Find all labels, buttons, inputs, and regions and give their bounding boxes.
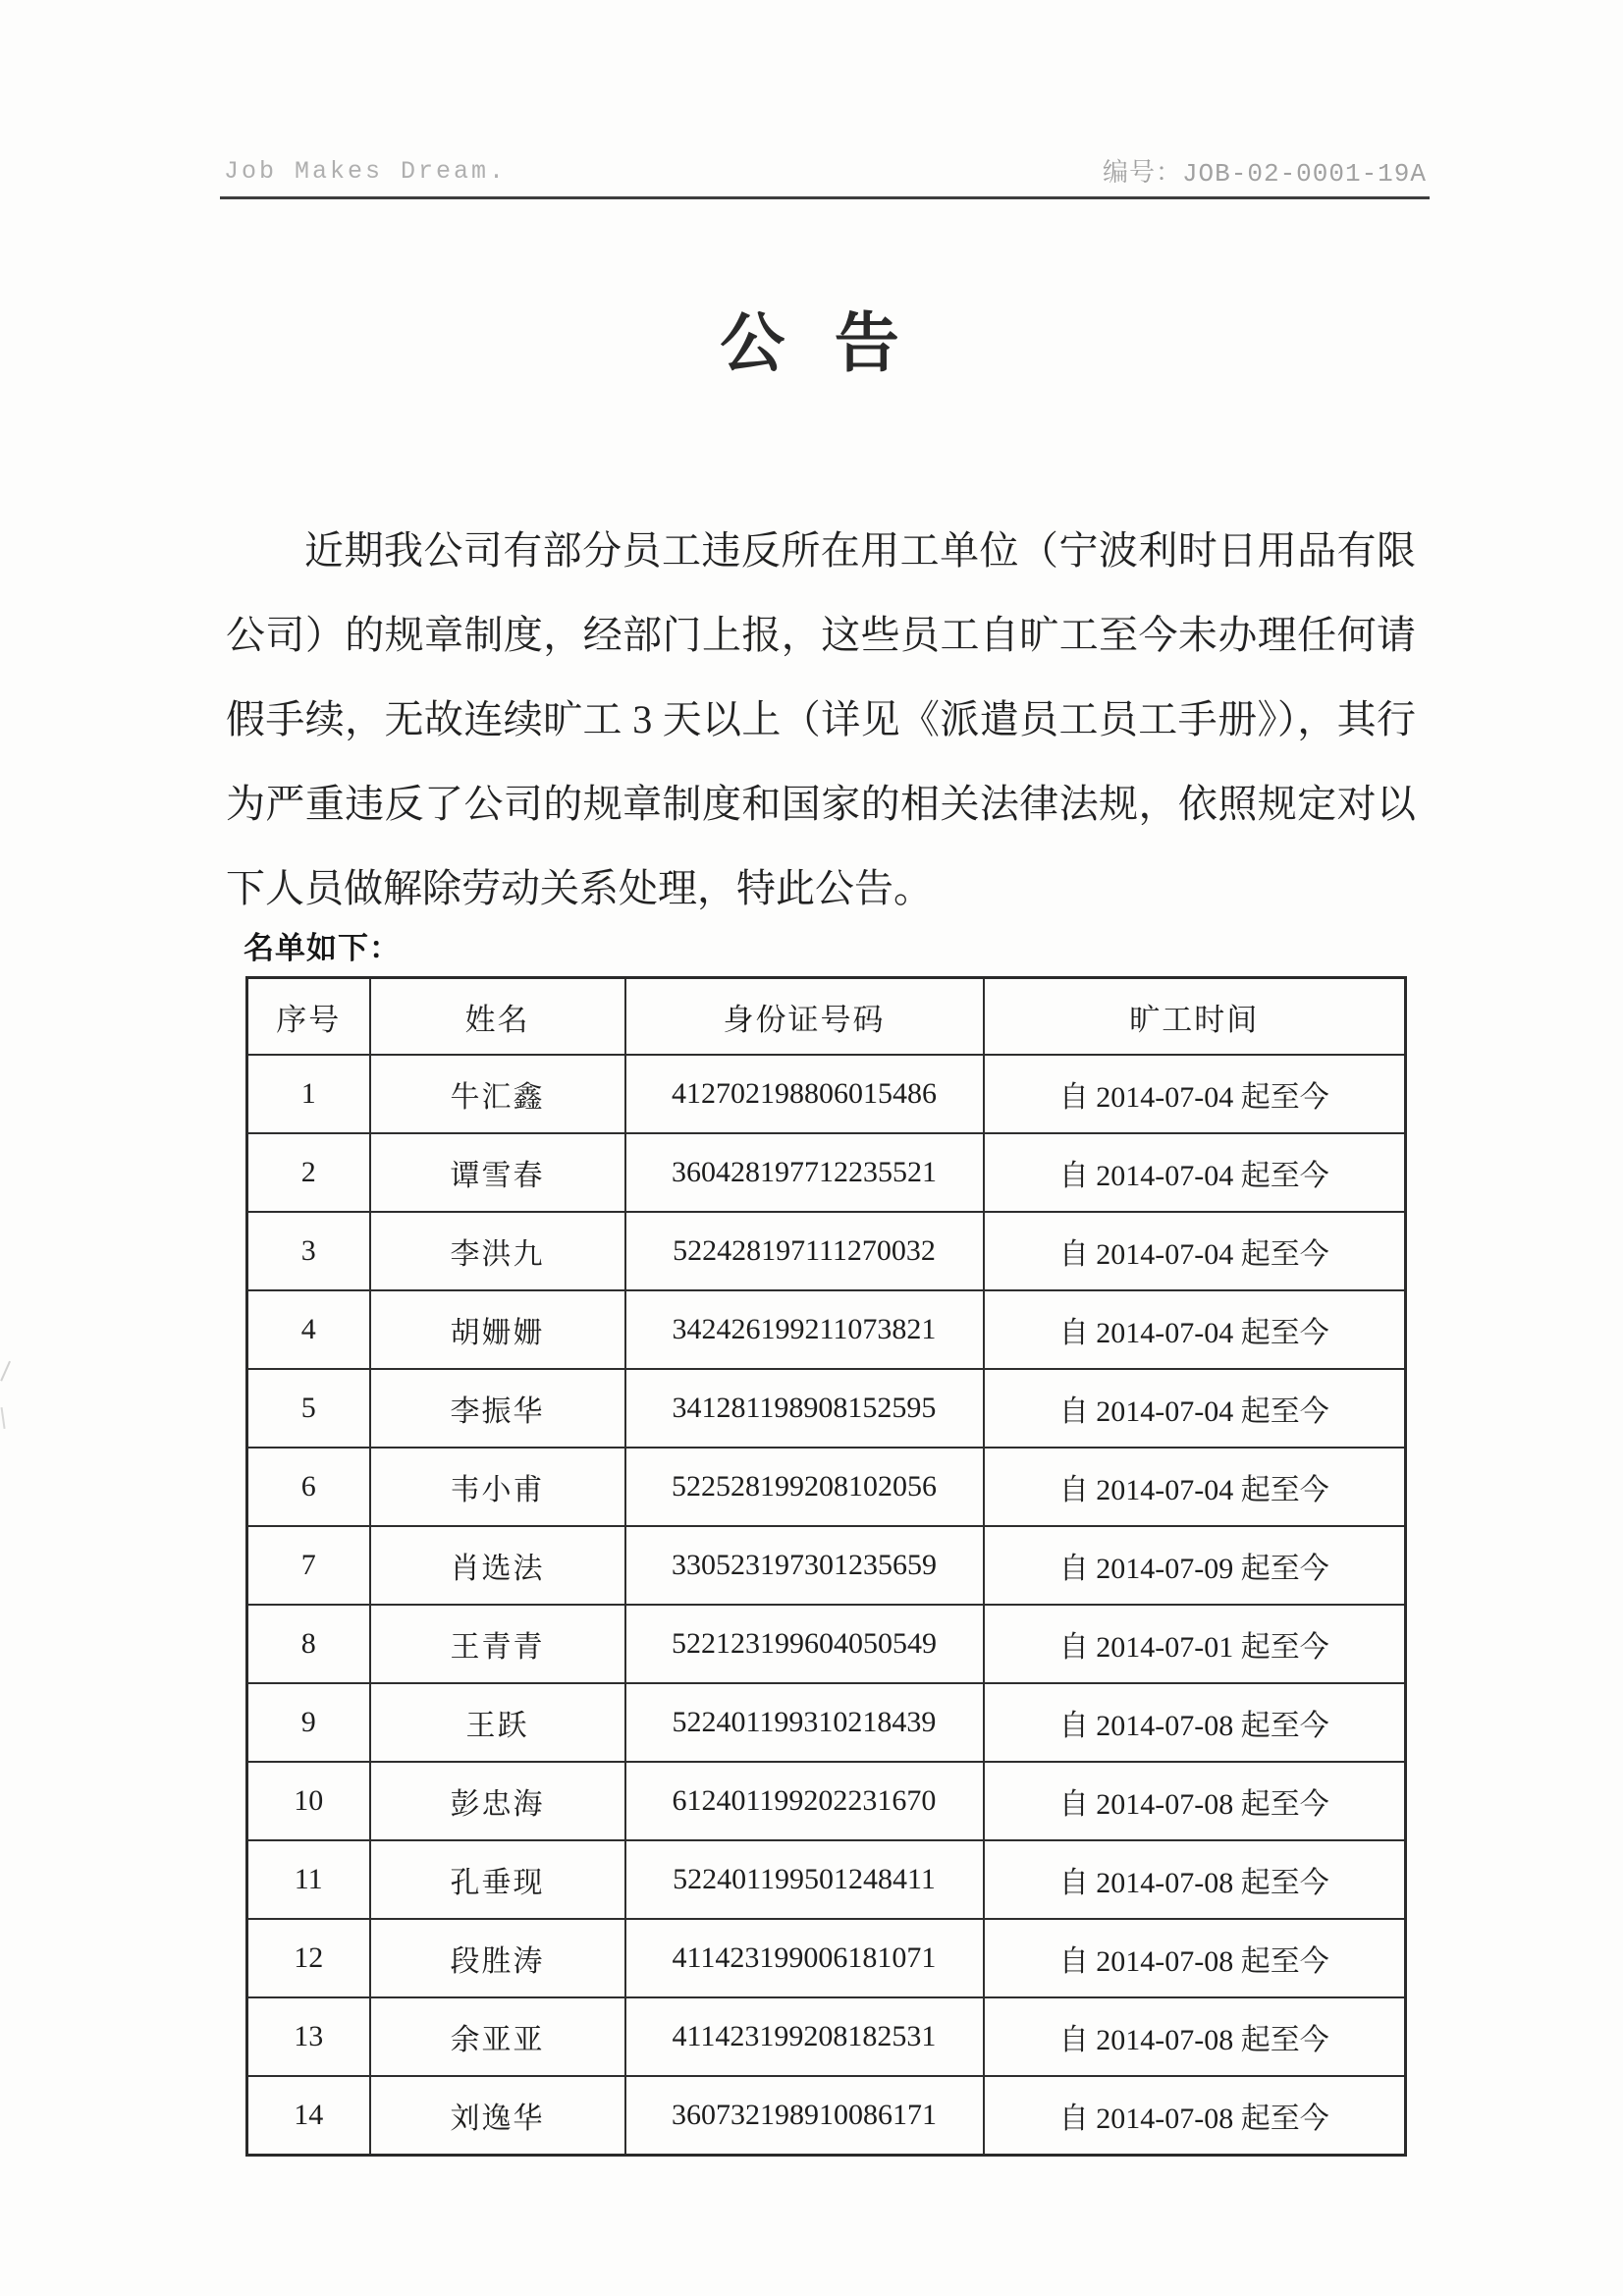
cell-absent-time: 自 2014-07-01 起至今: [984, 1605, 1406, 1683]
cell-name: 王青青: [370, 1605, 625, 1683]
cell-absent-time: 自 2014-07-04 起至今: [984, 1290, 1406, 1369]
cell-no: 3: [247, 1212, 370, 1290]
table-row: [247, 1605, 1406, 1683]
cell-absent-time: 自 2014-07-08 起至今: [984, 1683, 1406, 1762]
cell-no: 9: [247, 1683, 370, 1762]
table-row: [247, 1448, 1406, 1526]
cell-no: 12: [247, 1919, 370, 1997]
cell-no: 10: [247, 1762, 370, 1840]
cell-name: 牛汇鑫: [370, 1055, 625, 1133]
cell-id-number: 360428197712235521: [625, 1133, 984, 1212]
table-row: [247, 1290, 1406, 1369]
table-row: [247, 1133, 1406, 1212]
cell-absent-time: 自 2014-07-04 起至今: [984, 1448, 1406, 1526]
table-row: [247, 1055, 1406, 1133]
cell-name: 孔垂现: [370, 1840, 625, 1919]
cell-no: 11: [247, 1840, 370, 1919]
header-slogan: Job Makes Dream.: [224, 157, 508, 186]
body-paragraph: 近期我公司有部分员工违反所在用工单位（宁波利时日用品有限公司）的规章制度，经部门上报，这些员工自旷工至今未办理任何请假手续，无故连续旷工 3 天以上（详见《派遣员工员工手册》），其行为严重违反了公司的规章制度和国家的相关法律法规，依照规定对以下人员做解除劳动关系处理，特此公告。: [226, 528, 1416, 910]
cell-name: 王跃: [370, 1683, 625, 1762]
cell-id-number: 522123199604050549: [625, 1605, 984, 1683]
cell-no: 2: [247, 1133, 370, 1212]
cell-no: 4: [247, 1290, 370, 1369]
col-header-id-number: 身份证号码: [625, 978, 984, 1056]
dismissal-table: [245, 976, 1407, 2157]
table-row: [247, 1369, 1406, 1448]
cell-name: 李洪九: [370, 1212, 625, 1290]
cell-name: 谭雪春: [370, 1133, 625, 1212]
header-divider: [220, 196, 1430, 199]
cell-absent-time: 自 2014-07-08 起至今: [984, 1997, 1406, 2076]
cell-id-number: 522528199208102056: [625, 1448, 984, 1526]
cell-absent-time: 自 2014-07-04 起至今: [984, 1055, 1406, 1133]
cell-name: 彭忠海: [370, 1762, 625, 1840]
cell-id-number: 412702198806015486: [625, 1055, 984, 1133]
cell-no: 6: [247, 1448, 370, 1526]
cell-id-number: 522401199501248411: [625, 1840, 984, 1919]
cell-id-number: 342426199211073821: [625, 1290, 984, 1369]
cell-id-number: 360732198910086171: [625, 2076, 984, 2156]
cell-id-number: 522428197111270032: [625, 1212, 984, 1290]
cell-id-number: 411423199208182531: [625, 1997, 984, 2076]
cell-id-number: 612401199202231670: [625, 1762, 984, 1840]
table-row: [247, 1840, 1406, 1919]
table-row: [247, 1919, 1406, 1997]
cell-absent-time: 自 2014-07-04 起至今: [984, 1212, 1406, 1290]
cell-name: 韦小甫: [370, 1448, 625, 1526]
cell-name: 肖选法: [370, 1526, 625, 1605]
col-header-name: 姓名: [370, 978, 625, 1056]
list-intro: 名单如下：: [243, 931, 401, 965]
cell-no: 7: [247, 1526, 370, 1605]
cell-absent-time: 自 2014-07-08 起至今: [984, 2076, 1406, 2156]
cell-id-number: 411423199006181071: [625, 1919, 984, 1997]
cell-name: 刘逸华: [370, 2076, 625, 2156]
table-row: [247, 2076, 1406, 2156]
cell-absent-time: 自 2014-07-08 起至今: [984, 1840, 1406, 1919]
cell-absent-time: 自 2014-07-04 起至今: [984, 1133, 1406, 1212]
cell-name: 段胜涛: [370, 1919, 625, 1997]
notice-table-body: [247, 1055, 1406, 2156]
col-header-no: 序号: [247, 978, 370, 1056]
table-row: [247, 1762, 1406, 1840]
cell-name: 胡姗姗: [370, 1290, 625, 1369]
table-header-row: [247, 978, 1406, 1056]
header-doc-number: [1103, 152, 1427, 189]
cell-id-number: 522401199310218439: [625, 1683, 984, 1762]
scan-artifact-mark: [1, 1405, 20, 1429]
cell-absent-time: 自 2014-07-08 起至今: [984, 1762, 1406, 1840]
cell-id-number: 330523197301235659: [625, 1526, 984, 1605]
cell-name: 李振华: [370, 1369, 625, 1448]
doc-number-value: JOB-02-0001-19A: [1181, 159, 1427, 189]
scan-artifact-mark: [0, 1361, 24, 1388]
col-header-absent-time: 旷工时间: [984, 978, 1406, 1056]
cell-name: 余亚亚: [370, 1997, 625, 2076]
table-row: [247, 1683, 1406, 1762]
cell-no: 13: [247, 1997, 370, 2076]
cell-absent-time: 自 2014-07-08 起至今: [984, 1919, 1406, 1997]
table-row: [247, 1997, 1406, 2076]
cell-no: 8: [247, 1605, 370, 1683]
page-title: 公 告: [720, 308, 903, 380]
doc-number-label: 编号：: [1102, 159, 1182, 189]
cell-no: 1: [247, 1055, 370, 1133]
table-row: [247, 1212, 1406, 1290]
cell-absent-time: 自 2014-07-04 起至今: [984, 1369, 1406, 1448]
cell-no: 14: [247, 2076, 370, 2156]
table-row: [247, 1526, 1406, 1605]
cell-absent-time: 自 2014-07-09 起至今: [984, 1526, 1406, 1605]
cell-id-number: 341281198908152595: [625, 1369, 984, 1448]
cell-no: 5: [247, 1369, 370, 1448]
